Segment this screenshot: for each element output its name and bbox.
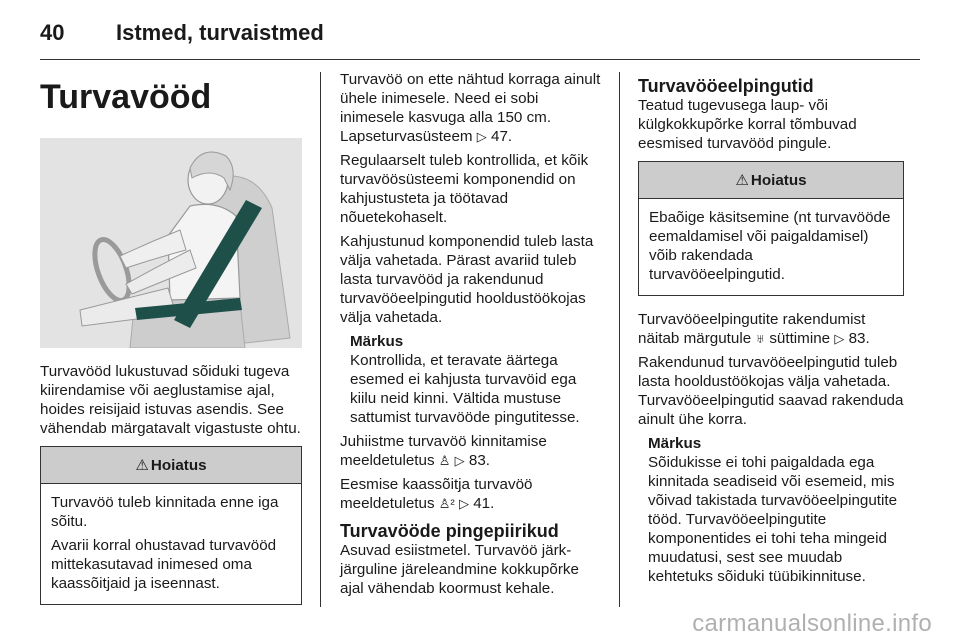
warning-text: Avarii korral ohustavad turvavööd mittekasutavad inimesed oma kaassõitjaid ja iseennast. (51, 537, 277, 592)
column-2 (340, 70, 602, 603)
paragraph (638, 310, 904, 348)
column-1 (40, 70, 302, 619)
paragraph-text: süttimine (765, 330, 835, 347)
passenger-seatbelt-icon: ♙² (438, 496, 455, 511)
page-reference-icon: ▷ (834, 331, 845, 346)
seatbelt-illustration (40, 138, 302, 348)
paragraph-text: Turvavööeelpingutite rakendumist näitab märgutule (638, 311, 866, 347)
page-reference: 83. (468, 452, 491, 469)
paragraph: Teatud tugevusega laup- või külgkokkupõrke korral tõmbuvad eesmised turvavööd pingule. (638, 97, 857, 152)
paragraph: Regulaarselt tuleb kontrollida, et kõik turvavöösüsteemi komponendid on kahjustusteta ja töötavad nõuetekohaselt. (340, 152, 589, 226)
page-reference-icon: ▷ (454, 453, 465, 468)
page-number: 40 (40, 20, 65, 45)
warning-icon: ⚠ (135, 456, 149, 474)
section-heading: Turvavööde pingepiirikud (340, 521, 559, 541)
paragraph: Rakendunud turvavööeelpingutid tuleb lasta hooldustöökojas välja vahetada. Turvavööeelpingutid saavad rakenduda ainult ühe korra. (638, 354, 904, 428)
airbag-warning-icon: ♅ (755, 331, 766, 346)
note-title: Märkus (648, 435, 702, 452)
warning-text: Turvavöö tuleb kinnitada enne iga sõitu. (51, 494, 279, 530)
paragraph-text: Juhiistme turvavöö kinnitamise meeldetuletus (340, 433, 547, 469)
warning-body (41, 484, 301, 604)
warning-icon: ⚠ (735, 171, 749, 189)
header-divider (40, 59, 920, 60)
page-reference-icon: ▷ (459, 496, 469, 511)
paragraph (340, 432, 602, 470)
warning-header (41, 447, 301, 484)
warning-header (639, 162, 903, 199)
column-divider-2 (619, 72, 620, 607)
warning-text: Ebaõige käsitsemine (nt turvavööde eemaldamisel või paigaldamisel) võib rakendada turvavööeelpingutid. (649, 209, 891, 283)
warning-box-2 (638, 161, 904, 296)
paragraph-text: Turvavöö on ette nähtud korraga ainult ühele inimesele. Need ei sobi inimesele kasvuga alla 150 cm. Lapseturvasüsteem (340, 71, 601, 145)
intro-paragraph: Turvavööd lukustuvad sõiduki tugeva kiirendamise või aeglustamise ajal, hoides reisijaid istuvas asendis. See vähendab märgatavalt vigastuste ohtu. (40, 363, 301, 437)
page-title: Turvavööd (40, 78, 212, 116)
watermark-text: carmanualsonline.info (692, 610, 932, 637)
page-reference: 83. (848, 330, 870, 347)
note-title: Märkus (350, 333, 404, 350)
note-block (340, 332, 602, 427)
note-block (638, 434, 904, 586)
page-reference-icon: ▷ (476, 129, 487, 144)
page-reference: 47. (491, 128, 513, 145)
warning-title: Hoiatus (150, 456, 207, 474)
warning-title: Hoiatus (750, 171, 807, 189)
page-reference: 41. (473, 495, 495, 512)
note-text: Sõidukisse ei tohi paigaldada ega kinnitada seadiseid või esemeid, mis võivad takistada turvavööeelpingutite tööd. Turvavööeelpingutite komponentides ei tohi teha mingeid muudatusi, sest see muudab kehtetuks sõiduki tüübikinnituse. (648, 454, 898, 585)
paragraph (340, 70, 602, 146)
paragraph: Kahjustunud komponendid tuleb lasta välja vahetada. Pärast avariid tuleb lasta turvavööd ja rakendunud turvavööeelpingutid hooldustöökojas välja vahetada. (340, 233, 594, 326)
section-heading: Turvavööeelpingutid (638, 76, 814, 96)
paragraph-text: Eesmise kaassõitja turvavöö meeldetuletus (340, 476, 533, 512)
section-title: Istmed, turvaistmed (116, 20, 324, 45)
note-text: Kontrollida, et teravate äärtega esemed ei kahjusta turvavöid ega kiilu neid kinni. Vältida mustuse sattumist turvavööde pingutitesse. (350, 352, 580, 426)
paragraph (340, 475, 602, 513)
warning-body (639, 199, 903, 295)
seatbelt-reminder-icon: ♙ (438, 453, 451, 468)
paragraph: Asuvad esiistmetel. Turvavöö järk-järguline järeleandmine kokkupõrke ajal vähendab koormust kehale. (340, 542, 579, 597)
column-3 (638, 70, 904, 591)
warning-box-1 (40, 446, 302, 605)
page-header (40, 14, 920, 54)
column-divider-1 (320, 72, 321, 607)
